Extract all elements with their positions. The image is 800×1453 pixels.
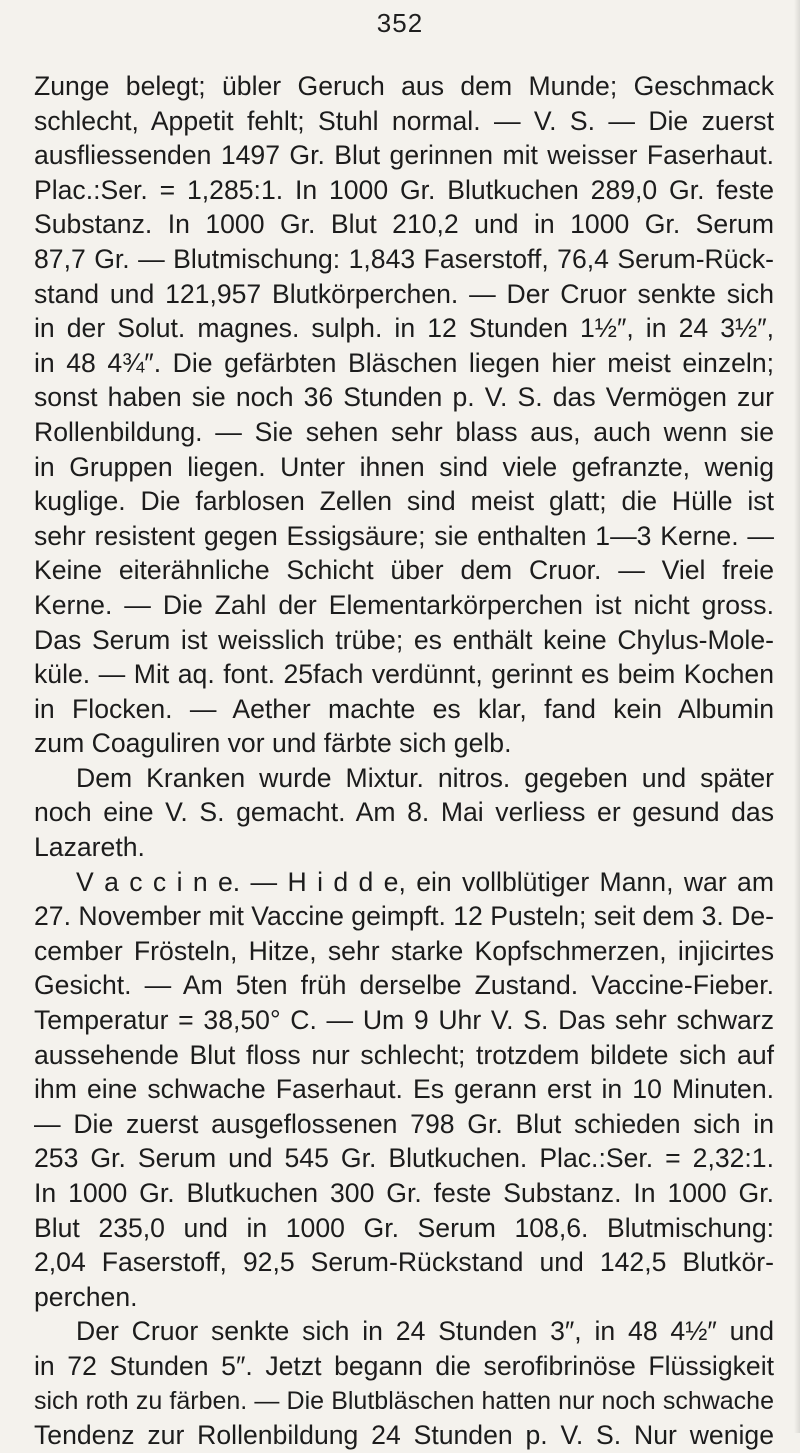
text-line: ihm eine schwache Faserhaut. Es gerann erst in 10 Minuten.: [34, 1074, 774, 1105]
page-number: 352: [376, 8, 424, 38]
text-line: küle. — Mit aq. font. 25fach verdünnt, gerinnt es beim Kochen: [34, 659, 774, 690]
text-line: Kerne. — Die Zahl der Elementarkörperchen ist nicht gross.: [34, 589, 774, 620]
text-line: noch eine V. S. gemacht. Am 8. Mai verliess er gesund das: [34, 797, 774, 828]
body-text: [34, 69, 774, 1453]
text-line: Rollenbildung. — Sie sehen sehr blass aus, auch wenn sie: [34, 416, 774, 447]
text-line: zum Coaguliren vor und färbte sich gelb.: [34, 728, 512, 759]
text-line: Gesicht. — Am 5ten früh derselbe Zustand. Vaccine-Fieber.: [34, 970, 774, 1001]
text-line: 2,04 Faserstoff, 92,5 Serum-Rückstand und 142,5 Blutkör-: [34, 1247, 774, 1278]
text-line: ausfliessenden 1497 Gr. Blut gerinnen mit weisser Faserhaut.: [34, 140, 774, 171]
text-line: Keine eiterähnliche Schicht über dem Cruor. — Viel freie: [34, 555, 774, 586]
text-line: cember Frösteln, Hitze, sehr starke Kopfschmerzen, injicirtes: [34, 935, 774, 966]
text-line: Substanz. In 1000 Gr. Blut 210,2 und in 1000 Gr. Serum: [34, 209, 774, 240]
text-line: V a c c i n e. — H i d d e, ein vollblütiger Mann, war am: [76, 866, 774, 897]
text-line: 27. November mit Vaccine geimpft. 12 Pusteln; seit dem 3. De-: [34, 901, 775, 932]
text-line: Plac.:Ser. = 1,285:1. In 1000 Gr. Blutkuchen 289,0 Gr. feste: [34, 174, 774, 205]
page-edge-shadow: [794, 0, 800, 1433]
text-line: in 72 Stunden 5″. Jetzt begann die serofibrinöse Flüssigkeit: [34, 1350, 774, 1381]
text-line: sich roth zu färben. — Die Blutbläschen hatten nur noch schwache: [34, 1386, 774, 1415]
text-line: — Die zuerst ausgeflossenen 798 Gr. Blut schieden sich in: [34, 1108, 774, 1139]
text-line: stand und 121,957 Blutkörperchen. — Der Cruor senkte sich: [34, 278, 774, 309]
text-line: In 1000 Gr. Blutkuchen 300 Gr. feste Substanz. In 1000 Gr.: [34, 1178, 774, 1208]
text-line: in der Solut. magnes. sulph. in 12 Stunden 1½″, in 24 3½″,: [34, 313, 774, 344]
text-line: Lazareth.: [34, 832, 145, 863]
text-line: sonst haben sie noch 36 Stunden p. V. S. das Vermögen zur: [34, 382, 774, 413]
text-line: kuglige. Die farblosen Zellen sind meist glatt; die Hülle ist: [34, 486, 774, 517]
text-line: Das Serum ist weisslich trübe; es enthält keine Chylus-Mole-: [34, 624, 774, 655]
text-line: Der Cruor senkte sich in 24 Stunden 3″, in 48 4½″ und: [76, 1316, 774, 1347]
text-line: aussehende Blut floss nur schlecht; trotzdem bildete sich auf: [34, 1039, 774, 1070]
text-line: in Gruppen liegen. Unter ihnen sind viele gefranzte, wenig: [34, 451, 774, 482]
text-line: Tendenz zur Rollenbildung 24 Stunden p. V. S. Nur wenige: [34, 1420, 774, 1451]
text-line: Temperatur = 38,50° C. — Um 9 Uhr V. S. Das sehr schwarz: [34, 1005, 774, 1036]
text-line: 87,7 Gr. — Blutmischung: 1,843 Faserstoff, 76,4 Serum-Rück-: [34, 243, 774, 274]
text-line: sehr resistent gegen Essigsäure; sie enthalten 1—3 Kerne. —: [34, 520, 774, 551]
text-line: in 48 4¾″. Die gefärbten Bläschen liegen hier meist einzeln;: [34, 347, 774, 378]
text-line: schlecht, Appetit fehlt; Stuhl normal. — V. S. — Die zuerst: [34, 105, 774, 136]
text-line: in Flocken. — Aether machte es klar, fand kein Albumin: [34, 693, 774, 724]
text-line: Dem Kranken wurde Mixtur. nitros. gegeben und später: [76, 762, 774, 793]
text-line: perchen.: [34, 1281, 138, 1312]
text-line: Blut 235,0 und in 1000 Gr. Serum 108,6. Blutmischung:: [34, 1212, 774, 1243]
text-line: 253 Gr. Serum und 545 Gr. Blutkuchen. Plac.:Ser. = 2,32:1.: [34, 1143, 774, 1174]
text-line: Zunge belegt; übler Geruch aus dem Munde; Geschmack: [34, 71, 774, 101]
